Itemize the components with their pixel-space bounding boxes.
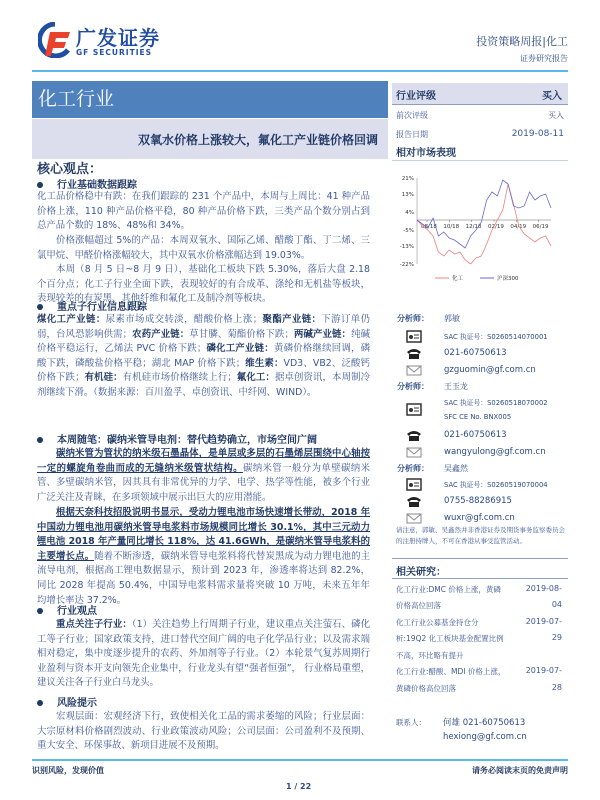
legend-label: 沪深300 [497, 276, 519, 282]
analyst-sac-number: SAC 执证号：S0260518070002 [444, 399, 548, 407]
related-report-date: 2019-08- [525, 584, 562, 593]
x-tick-label: 06/19 [532, 224, 549, 230]
keyword: 维生素： [245, 357, 284, 369]
related-report-title[interactable]: 黄磷价格高位回落 [396, 684, 456, 693]
text-segment: （1）关注趋势上行周期子行业，建议重点关注萤石、磷化工等子行业；国家政策支持，进口替代空间广阔的电子化学品行业；以及需求端相对稳定，集中度逐步提升的农药、外加剂等子行业。（2）本轮景气复苏周期行业盈利与资本开支向领先企业集中，行业龙头有望“强者恒强”， 行业格局重塑，建议关注各子行业白马龙头。 [37, 619, 370, 689]
analyst-sac-number: SAC 执证号：S0260519070004 [444, 481, 548, 489]
legend-label: 化工 [452, 276, 464, 282]
section-title: 行业基础数据跟踪 [57, 180, 137, 191]
bullet-icon [37, 437, 43, 443]
x-tick-label: 04/19 [510, 224, 527, 230]
text-segment: 价格涨幅超过 5%的产品：本周双氧水、国际乙烯、醋酸丁酯、丁二烯、三氯甲烷、甲醛价格涨幅较大，其中双氧水价格涨幅达到 19.03%。 [37, 235, 370, 261]
section-heading [37, 694, 97, 709]
text-segment: VD3、VB2、泛酸钙价格下跌； [37, 357, 370, 384]
section-heading [37, 298, 147, 313]
keyword: 煤化工产业链： [37, 314, 106, 325]
section-title: 风险提示 [57, 698, 97, 709]
analyst-sac-number: SAC 执证号：S0260514070001 [444, 333, 548, 341]
text-segment: 草甘膦、菊酯价格下跌； [189, 328, 294, 340]
text-segment: 宏观层面：宏观经济下行，致使相关化工品的需求萎缩的风险；行业层面：大宗原材料价格剧烈波动、行业政策波动风险；公司层面：公司盈利不及预期、重大安全、环保事故、新项目进展不及预期。 [37, 711, 370, 752]
bullet-icon [37, 182, 43, 188]
text-segment: 随着不断渗透，碳纳米管导电浆料将代替炭黑成为动力锂电池的主流导电剂，根据高工锂电数据显示，预计到 2023 年，渗透率将达到 82.2%，同比 2028 年提高 50.4%，中国导电浆料需求量将突破 10 万吨，未来五年年均增长率达 37.2%。 [37, 550, 370, 606]
related-divider-bottom [392, 578, 568, 579]
related-report-date: 28 [551, 683, 562, 692]
paragraph [37, 447, 370, 505]
logo-subtext: GF SECURITIES [76, 48, 153, 57]
series-line-0 [417, 184, 551, 264]
report-class: 证券研究报告 [520, 54, 568, 63]
keyword: 两碱产业链： [293, 328, 352, 340]
analyst-sfc-number: SFC CE No. BNX005 [444, 413, 512, 421]
text-segment: 下游订单仍弱，台风恐影响供需； [37, 314, 370, 340]
y-tick-label: 4% [405, 210, 414, 216]
prev-rating-value: 买入 [548, 111, 564, 120]
section-heading [37, 176, 137, 191]
analyst-email[interactable]: wuxr@gf.com.cn [444, 513, 515, 523]
related-report-date: 29 [551, 633, 562, 642]
series-line-1 [417, 180, 551, 248]
related-divider-top [392, 558, 568, 559]
analyst-label: 分析师： [397, 314, 429, 323]
keyword: 氟化工： [236, 372, 275, 384]
section-heading [37, 602, 97, 617]
related-report-title[interactable]: 析:19Q2 化工板块基金配置比例 [396, 634, 504, 643]
core-heading: 核心观点： [37, 162, 103, 177]
analyst-email[interactable]: gzguomin@gf.com.cn [444, 365, 536, 375]
related-report-title[interactable]: 化工行业公募基金持仓分 [396, 618, 479, 627]
section-heading [37, 431, 317, 446]
keyword: 重点关注子行业： [56, 619, 132, 630]
mail-icon [405, 512, 423, 525]
disclaimer-notice[interactable]: 请务必阅读末页的免责声明 [472, 766, 568, 775]
section-title: 本周随笔：碳纳米管导电剂：替代趋势确立，市场空间广阔 [57, 435, 317, 446]
related-report-date: 04 [551, 600, 562, 609]
logo-text: 广发证券 [76, 26, 160, 50]
related-report-title[interactable]: 化工行业:DMC 价格上涨，黄磷 [396, 585, 501, 594]
paragraph [37, 234, 370, 263]
text-segment: 黄磷价格继续回调，磷酸下跌，磷酸盐价格平稳；湖北 MAP 价格下跌； [37, 343, 370, 369]
certificate-icon [405, 403, 423, 416]
page-number: 1 / 22 [286, 782, 312, 791]
analyst-phone: 0755-88286915 [444, 496, 512, 506]
chart-heading-divider [392, 160, 568, 161]
industry-title: 化工行业 [32, 81, 388, 118]
paragraph [37, 710, 370, 754]
bullet-icon [37, 608, 43, 614]
mail-icon [405, 364, 423, 377]
keyword: 有机硅： [84, 372, 123, 384]
mail-icon [405, 446, 423, 459]
text-segment: 本周（8 月 5 日~8 月 9 日），基础化工板块下跌 5.30%，落后大盘 2.18 个百分点；化工子行业全面下跌，表现较好的有合成革、涤纶和无机盐等板块，表现较差的有炭黑、其他纤维和氟化工及制冷剂等板块。 [37, 264, 370, 305]
paragraph [37, 313, 370, 401]
text-segment: 化工品价格稳中有跌：在我们跟踪的 231 个产品中，本周与上周比：41 种产品价格上涨，110 种产品价格平稳，80 种产品价格下跌，三类产品个数分别占到总产品个数的 18%、48%和 34%。 [37, 191, 370, 232]
paragraph [37, 506, 370, 608]
paragraph [37, 618, 370, 691]
bullet-icon [37, 304, 43, 310]
key-finding-text: 根据天奈科技招股说明书显示，受动力锂电池市场快速增长带动，2018 年中国动力锂电池用碳纳米管导电浆料市场规模同比增长 30.1%，其中三元动力锂电池 2018 年产量同比增长 118%，达 41.6GWh，是碳纳米管导电浆料的主要增长点。 [37, 507, 370, 562]
chart-heading: 相对市场表现 [396, 148, 456, 159]
relative-performance-chart [385, 165, 575, 285]
x-tick-label: 12/18 [465, 224, 482, 230]
footer-slogan: 识别风险，发现价值 [32, 766, 104, 775]
contact-name-tel: 何雄 021-60750613 [443, 718, 526, 728]
regulatory-notice: 请注意，郭敏、吴鑫然并非香港证券及期货事务监察委员会的注册持牌人，不可在香港从事受监管活动。 [396, 526, 565, 545]
y-tick-label: 13% [401, 192, 414, 198]
subtitle-band [32, 118, 388, 159]
report-subtitle: 双氧水价格上涨较大，氟化工产业链价格回调 [137, 133, 378, 147]
text-segment: 纯碱价格平稳运行，乙烯法 PVC 价格下跌； [37, 328, 370, 355]
keyword: 磷化工产业链： [206, 343, 274, 355]
rating-label: 行业评级 [396, 91, 436, 102]
certificate-icon [405, 478, 423, 491]
x-tick-label: 02/19 [488, 224, 504, 230]
report-date-label: 报告日期 [396, 130, 428, 139]
key-finding-text: 碳纳米管为管状的纳米级石墨晶体，是单层或多层的石墨烯层围绕中心轴按一定的螺旋角卷曲而成的无缝纳米级管状结构。 [37, 448, 370, 474]
gf-logo-icon [38, 22, 72, 58]
related-report-title[interactable]: 化工行业:醋酸、MDI 价格上涨， [396, 667, 506, 676]
certificate-icon [405, 330, 423, 343]
analyst-label: 分析师： [397, 464, 429, 473]
phone-icon [405, 495, 423, 508]
paragraph [37, 190, 370, 234]
previous-rating [396, 110, 564, 121]
report-date [396, 129, 564, 140]
footer-divider [32, 759, 568, 761]
text-segment: 碳纳米管一般分为单壁碳纳米管、多壁碳纳米管，因其具有非常优异的力学、电学、热学等性能，被多个行业广泛关注及青睐，在多项领域中展示出巨大的应用潜能。 [37, 462, 370, 503]
phone-icon [405, 429, 423, 442]
contact-email[interactable]: hexiong@gf.com.cn [443, 732, 527, 742]
y-tick-label: -5% [403, 228, 414, 234]
related-heading: 相关研究： [396, 567, 446, 578]
header-divider [32, 70, 568, 72]
text-segment: 据卓创资讯，本周制冷剂继续下滑。（数据来源：百川盈孚、卓创资讯、中纤网、WIND）。 [37, 372, 370, 398]
section-title: 行业观点 [57, 606, 97, 617]
related-report-title[interactable]: 价格高位回落 [396, 601, 441, 610]
bullet-icon [37, 700, 43, 706]
text-segment: 有机硅市场价格继续上行； [122, 372, 237, 384]
related-report-title[interactable]: 不高，环比略有提升 [396, 651, 464, 660]
x-tick-label: 08/18 [421, 224, 437, 230]
analyst-name: 王玉龙 [444, 382, 468, 391]
analyst-phone: 021-60750613 [444, 348, 507, 358]
analyst-label: 分析师： [397, 382, 429, 391]
keyword: 农药产业链： [132, 328, 190, 340]
report-date-value: 2019-08-11 [511, 129, 564, 139]
prev-rating-label: 前次评级 [396, 111, 428, 120]
related-report-date: 2019-07- [525, 617, 562, 626]
text-segment: 尿素市场成交转淡，醋酸价格上涨； [105, 314, 263, 325]
industry-rating [392, 83, 568, 105]
report-type: 投资策略周报|化工 [476, 35, 568, 48]
analyst-name: 吴鑫然 [444, 464, 468, 473]
related-report-date: 2019-07- [525, 666, 562, 675]
analyst-email[interactable]: wangyulong@gf.com.cn [444, 447, 546, 457]
y-tick-label: -22% [399, 262, 414, 268]
y-tick-label: -13% [399, 244, 414, 250]
phone-icon [405, 347, 423, 360]
section-title: 重点子行业信息跟踪 [57, 302, 147, 313]
rating-value: 买入 [542, 91, 562, 102]
keyword: 聚酯产业链： [262, 314, 322, 325]
y-tick-label: 21% [401, 176, 414, 182]
analyst-phone: 021-60750613 [444, 430, 507, 440]
analyst-name: 郭敏 [444, 314, 460, 323]
x-tick-label: 10/18 [443, 224, 460, 230]
contact-label: 联系人： [396, 718, 426, 727]
